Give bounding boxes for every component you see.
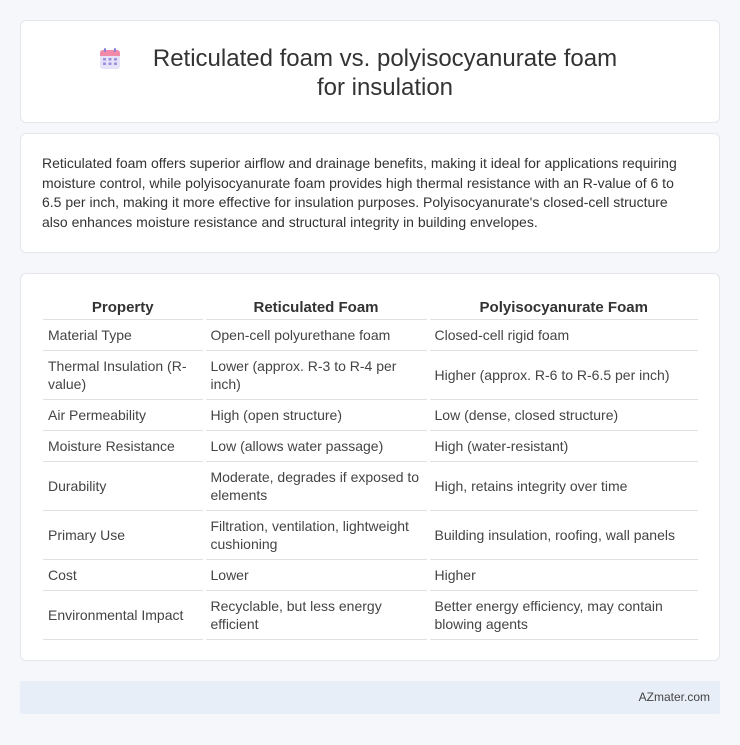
cell-reticulated: High (open structure) (204, 399, 428, 430)
page-title: Reticulated foam vs. polyisocyanurate foam for insulation (152, 45, 618, 101)
cell-property: Primary Use (43, 510, 204, 559)
cell-property: Cost (43, 559, 204, 590)
cell-reticulated: Filtration, ventilation, lightweight cushioning (204, 510, 428, 559)
table-row (43, 430, 698, 461)
cell-reticulated: Moderate, degrades if exposed to elements (204, 461, 428, 510)
table-row (43, 510, 698, 559)
comparison-table-card (20, 273, 720, 661)
table-row (43, 590, 698, 639)
cell-reticulated: Low (allows water passage) (204, 430, 428, 461)
table-row (43, 461, 698, 510)
comparison-table (43, 296, 698, 640)
cell-polyisocyanurate: Building insulation, roofing, wall panels (428, 510, 698, 559)
cell-property: Material Type (43, 319, 204, 350)
header-reticulated-foam: Reticulated Foam (204, 296, 428, 319)
summary-text: Reticulated foam offers superior airflow and drainage benefits, making it ideal for applications requiring moisture control, while polyisocyanurate foam provides high thermal resistance with an R-value of 6 to 6.5 per inch, making it more effective for insulation purposes. Polyisocyanurate's closed-cell structure also enhances moisture resistance and structural integrity in building envelopes. (42, 155, 677, 230)
cell-polyisocyanurate: Closed-cell rigid foam (428, 319, 698, 350)
header-polyisocyanurate-foam: Polyisocyanurate Foam (428, 296, 698, 319)
table-row (43, 319, 698, 350)
title-card (20, 20, 720, 123)
cell-polyisocyanurate: Higher (428, 559, 698, 590)
cell-polyisocyanurate: Low (dense, closed structure) (428, 399, 698, 430)
table-header-row (43, 296, 698, 319)
table-row (43, 350, 698, 399)
cell-reticulated: Recyclable, but less energy efficient (204, 590, 428, 639)
cell-polyisocyanurate: High, retains integrity over time (428, 461, 698, 510)
cell-reticulated: Open-cell polyurethane foam (204, 319, 428, 350)
footer-site-name: AZmater.com (638, 690, 710, 704)
header-property: Property (43, 296, 204, 319)
cell-reticulated: Lower (204, 559, 428, 590)
cell-polyisocyanurate: Better energy efficiency, may contain blowing agents (428, 590, 698, 639)
cell-reticulated: Lower (approx. R-3 to R-4 per inch) (204, 350, 428, 399)
cell-polyisocyanurate: High (water-resistant) (428, 430, 698, 461)
cell-property: Durability (43, 461, 204, 510)
footer-bar (20, 681, 720, 714)
cell-property: Environmental Impact (43, 590, 204, 639)
table-row (43, 399, 698, 430)
table-row (43, 559, 698, 590)
cell-property: Air Permeability (43, 399, 204, 430)
cell-property: Moisture Resistance (43, 430, 204, 461)
summary-card (20, 133, 720, 253)
cell-polyisocyanurate: Higher (approx. R-6 to R-6.5 per inch) (428, 350, 698, 399)
cell-property: Thermal Insulation (R-value) (43, 350, 204, 399)
